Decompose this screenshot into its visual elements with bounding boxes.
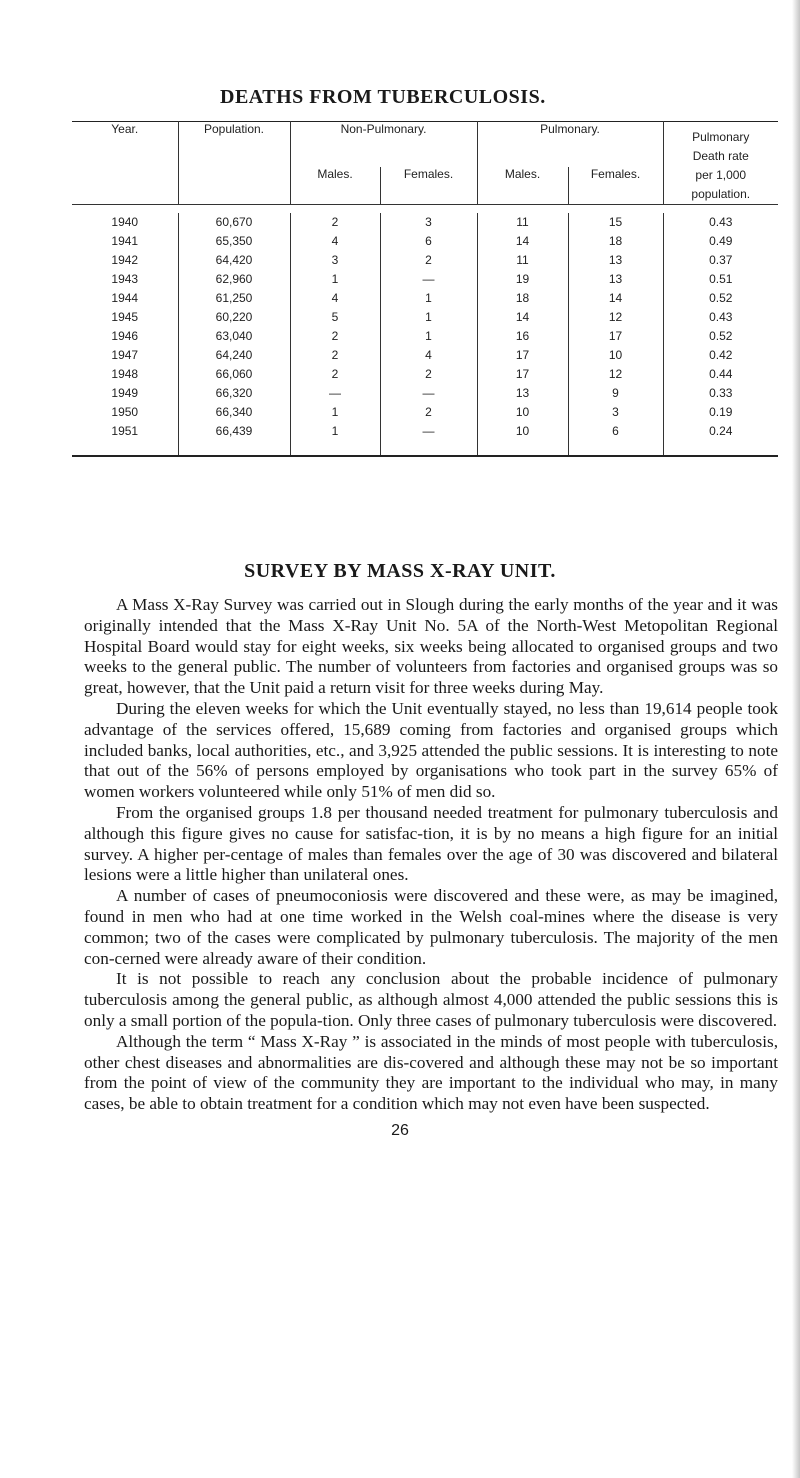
paragraph: Although the term “ Mass X-Ray ” is associated in the minds of most people with tuberculosis, other chest diseases and abnormalities are dis-covered and although these may not be so important from the point of view of the community they are important to the individual who may, in many cases, be able to obtain treatment for a condition which may not even have been suspected.: [84, 1031, 778, 1114]
table-cell: 3: [290, 251, 380, 270]
table-cell: 13: [568, 270, 663, 289]
table-cell: 16: [477, 327, 568, 346]
table-cell: 1940: [72, 213, 178, 232]
table-row: [72, 251, 778, 270]
table-cell: 61,250: [178, 289, 290, 308]
table-cell: 4: [380, 346, 477, 365]
table-cell: 0.37: [709, 253, 733, 267]
table-cell: 60,220: [178, 308, 290, 327]
table-row: [72, 213, 778, 232]
col-header-pulmonary-females: Females.: [568, 167, 663, 205]
table-cell: —: [380, 384, 477, 403]
table-cell: 1: [380, 289, 477, 308]
table-cell: 11: [477, 251, 568, 270]
table-cell: 1: [290, 270, 380, 289]
table-row: [72, 270, 778, 289]
page-edge-shadow: [792, 0, 800, 1478]
table-cell: 66,320: [178, 384, 290, 403]
table-cell: 18: [477, 289, 568, 308]
table-cell: 0.52: [709, 329, 733, 343]
table-cell: 1948: [72, 365, 178, 384]
page-title: DEATHS FROM TUBERCULOSIS.: [220, 86, 546, 108]
table-cell: 2: [290, 213, 380, 232]
body-text: [84, 595, 778, 1115]
table-row: [72, 308, 778, 327]
table-cell: 1951: [72, 422, 178, 441]
table-cell: 1945: [72, 308, 178, 327]
table-row: [72, 384, 778, 403]
table-cell: 14: [477, 308, 568, 327]
table-cell: 1: [380, 327, 477, 346]
table-cell: 5: [290, 308, 380, 327]
table-cell: 1949: [72, 384, 178, 403]
table-cell: 6: [568, 422, 663, 441]
death-rate-label-line: per 1,000: [695, 168, 747, 182]
table-body: [72, 213, 778, 456]
table-cell: 17: [477, 346, 568, 365]
table-cell: 2: [290, 327, 380, 346]
col-header-non-pulmonary-males: Males.: [290, 167, 380, 205]
table-cell: 1944: [72, 289, 178, 308]
table-cell: 64,420: [178, 251, 290, 270]
table-cell: —: [380, 422, 477, 441]
table-cell: 66,340: [178, 403, 290, 422]
table-cell: 15: [568, 213, 663, 232]
table-row: [72, 289, 778, 308]
table-cell: 13: [477, 384, 568, 403]
table-cell: 1: [290, 403, 380, 422]
table-cell: 65,350: [178, 232, 290, 251]
table-cell: 12: [568, 365, 663, 384]
table-cell: 2: [290, 346, 380, 365]
table-cell: 17: [477, 365, 568, 384]
table-cell: 1950: [72, 403, 178, 422]
table-cell: 1: [290, 422, 380, 441]
paragraph: It is not possible to reach any conclusion about the probable incidence of pulmonary tuberculosis among the general public, as although almost 4,000 attended the public sessions this is only a small portion of the popula-tion. Only three cases of pulmonary tuberculosis were discovered.: [84, 969, 778, 1030]
table-cell: 2: [380, 403, 477, 422]
col-header-non-pulmonary-females: Females.: [380, 167, 477, 205]
table-cell: 1941: [72, 232, 178, 251]
table-cell: 14: [568, 289, 663, 308]
table-row: [72, 422, 778, 441]
table-cell: 0.51: [709, 272, 733, 286]
table-cell: 1942: [72, 251, 178, 270]
table-cell: 66,060: [178, 365, 290, 384]
table-row: [72, 346, 778, 365]
table-cell: 0.44: [709, 367, 733, 381]
table-cell: 1: [380, 308, 477, 327]
table-cell: 14: [477, 232, 568, 251]
table-cell: 9: [568, 384, 663, 403]
table-row: [72, 232, 778, 251]
death-rate-label-line: Death rate: [692, 149, 749, 163]
table-cell: 0.42: [709, 348, 733, 362]
col-header-non-pulmonary: Non-Pulmonary.: [290, 122, 477, 167]
col-header-year: Year.: [72, 122, 178, 205]
table-cell: 2: [290, 365, 380, 384]
table-cell: 0.43: [709, 215, 733, 229]
table-cell: 1943: [72, 270, 178, 289]
paragraph: A Mass X-Ray Survey was carried out in Slough during the early months of the year and it was originally intended that the Mass X-Ray Unit No. 5A of the North-West Metopolitan Regional Hospital Board would stay for eight weeks, six weeks being allocated to organised groups and two weeks to the general public. The number of volunteers from factories and organised groups was so great, however, that the Unit paid a return visit for three weeks during May.: [84, 595, 778, 698]
paragraph: A number of cases of pneumoconiosis were discovered and these were, as may be imagined, found in men who had at one time worked in the Welsh coal-mines where the disease is very common; two of the cases were complicated by pulmonary tuberculosis. The majority of the men con-cerned were already aware of their condition.: [84, 886, 778, 968]
col-header-death-rate: [663, 122, 778, 205]
paragraph: During the eleven weeks for which the Unit eventually stayed, no less than 19,614 people took advantage of the services offered, 15,689 coming from factories and organised groups which included banks, local authorities, etc., and 3,925 attended the public sessions. It is interesting to note that out of the 56% of persons employed by organisations who took part in the survey 65% of women workers volunteered while only 51% of men did so.: [84, 698, 778, 802]
table-cell: 17: [568, 327, 663, 346]
table-cell: 11: [477, 213, 568, 232]
table-row: [72, 365, 778, 384]
section-title: SURVEY BY MASS X-RAY UNIT.: [244, 560, 556, 582]
col-header-pulmonary-males: Males.: [477, 167, 568, 205]
table-cell: 0.49: [709, 234, 733, 248]
table-cell: 19: [477, 270, 568, 289]
table-row: [72, 327, 778, 346]
table-cell: 3: [568, 403, 663, 422]
table-cell: 0.33: [709, 386, 733, 400]
table-cell: 10: [477, 403, 568, 422]
table-cell: 66,439: [178, 422, 290, 441]
table-cell: 6: [380, 232, 477, 251]
table-cell: 63,040: [178, 327, 290, 346]
table-cell: —: [380, 270, 477, 289]
table-cell: 1947: [72, 346, 178, 365]
page-number: 26: [391, 1122, 409, 1139]
table-cell: 2: [380, 251, 477, 270]
col-header-pulmonary: Pulmonary.: [477, 122, 663, 167]
death-rate-label-line: Pulmonary: [692, 130, 750, 144]
table-cell: 18: [568, 232, 663, 251]
table-cell: —: [290, 384, 380, 403]
table-cell: 13: [568, 251, 663, 270]
table-cell: 3: [380, 213, 477, 232]
table-cell: 0.52: [709, 291, 733, 305]
death-rate-label-line: population.: [691, 187, 751, 201]
table-cell: 0.19: [709, 405, 733, 419]
table-cell: 0.43: [709, 310, 733, 324]
table-cell: 12: [568, 308, 663, 327]
table-cell: 60,670: [178, 213, 290, 232]
table-row: [72, 403, 778, 422]
table-cell: 4: [290, 232, 380, 251]
table-cell: 62,960: [178, 270, 290, 289]
table-cell: 0.24: [709, 424, 733, 438]
table-cell: 10: [568, 346, 663, 365]
col-header-population: Population.: [178, 122, 290, 205]
paragraph: From the organised groups 1.8 per thousand needed treatment for pulmonary tuberculosis and although this figure gives no cause for satisfac-tion, it is by no means a high figure for an initial survey. A higher per-centage of males than females over the age of 30 was discovered and bilateral lesions were a little higher than unilateral ones.: [84, 802, 778, 885]
table-cell: 64,240: [178, 346, 290, 365]
table-cell: 1946: [72, 327, 178, 346]
tuberculosis-deaths-table: [72, 121, 778, 457]
table-cell: 10: [477, 422, 568, 441]
table-cell: 2: [380, 365, 477, 384]
table-cell: 4: [290, 289, 380, 308]
